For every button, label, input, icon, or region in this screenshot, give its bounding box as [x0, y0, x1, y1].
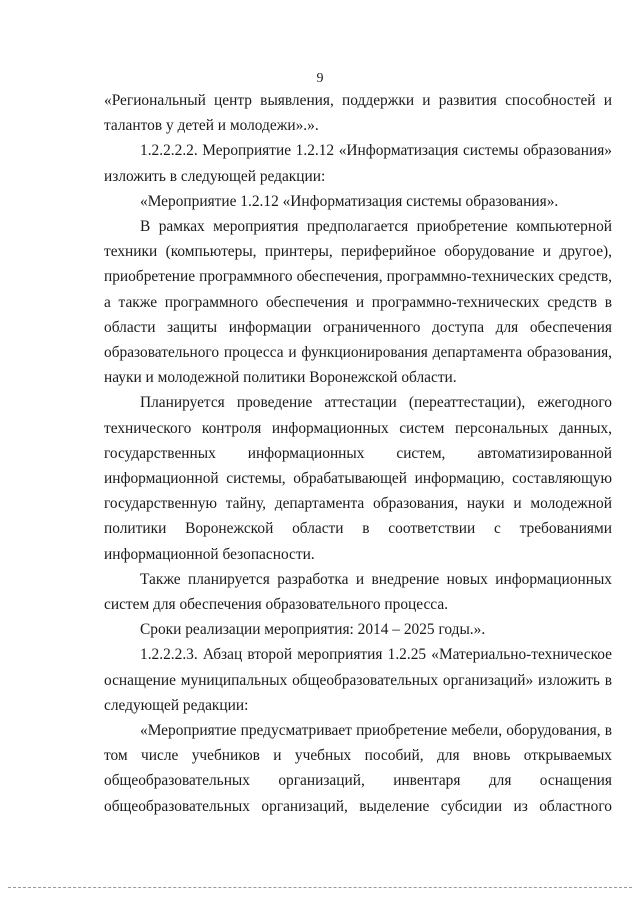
paragraph-quote-ending: «Региональный центр выявления, поддержки и развития способностей и талантов у детей и молодежи».».: [104, 92, 612, 135]
paragraph-measure-provision: «Мероприятие предусматривает приобретение мебели, оборудования, в том числе учебников и учебных пособий, для вновь открываемых общеобразовательных организаций, инвентаря для оснащения общеобразовательных организаций, выделение субсидии из областного: [104, 722, 612, 815]
paragraph-amendment-1-2-2-2-3: 1.2.2.2.3. Абзац второй мероприятия 1.2.25 «Материально-техническое оснащение муниципальных общеобразовательных организаций» изложить в следующей редакции:: [104, 646, 612, 714]
paragraph-measure-description: В рамках мероприятия предполагается приобретение компьютерной техники (компьютеры, принтеры, периферийное оборудование и другое), приобретение программного обеспечения, программно-технических средств, а также программного обеспечения и программно-технических средств в области защиты информации ограниченного доступа для обеспечения образовательного процесса и функционирования департамента образования, науки и молодежной политики Воронежской области.: [104, 218, 612, 387]
paragraph-new-systems: Также планируется разработка и внедрение новых информационных систем для обеспечения образовательного процесса.: [104, 570, 612, 614]
paragraph-certification-plan: Планируется проведение аттестации (переаттестации), ежегодного технического контроля информационных систем персональных данных, государственных информационных систем, автоматизированной информационной системы, обрабатывающей информацию, составляющую государственную тайну, департамента образования, науки и молодежной политики Воронежской области в соответствии с требованиями информационной безопасности.: [104, 394, 612, 563]
page-number: 9: [316, 71, 324, 86]
paragraph-amendment-1-2-2-2-2: 1.2.2.2.2. Мероприятие 1.2.12 «Информатизация системы образования» изложить в следующей редакции:: [104, 142, 612, 185]
bottom-rule: [8, 887, 632, 888]
paragraph-implementation-period: Сроки реализации мероприятия: 2014 – 2025 годы.».: [140, 621, 486, 639]
document-body: [104, 88, 612, 819]
paragraph-measure-title: «Мероприятие 1.2.12 «Информатизация системы образования».: [140, 192, 559, 210]
